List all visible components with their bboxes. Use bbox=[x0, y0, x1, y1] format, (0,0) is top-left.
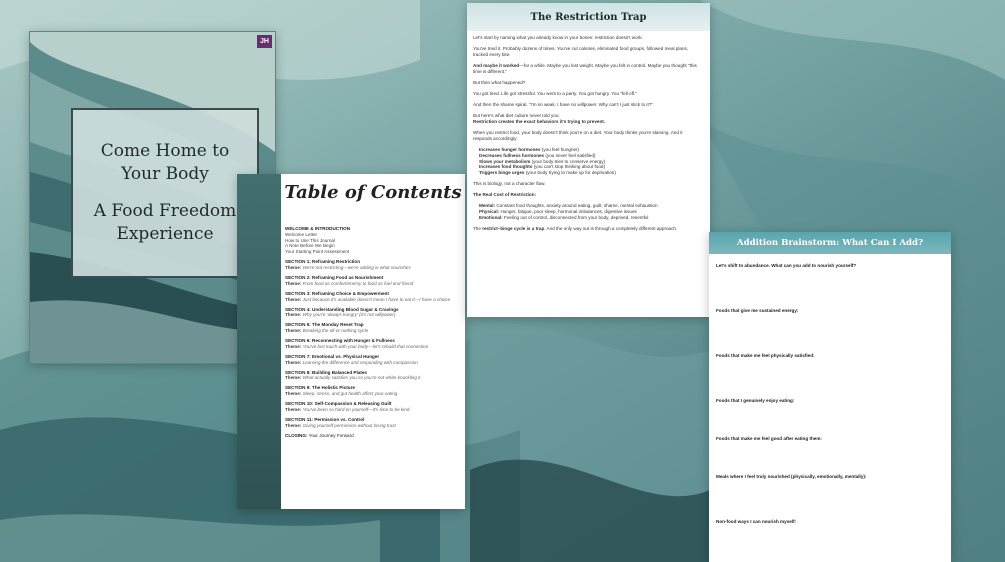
toc-section-theme: We're not restricting—we're adding in what nourishes bbox=[302, 264, 411, 270]
paragraph bbox=[473, 63, 702, 75]
paragraph: But then what happened? bbox=[473, 79, 526, 85]
toc-section-theme: Just because it's available doesn't mean I have to eat it—I have a choice bbox=[302, 296, 451, 302]
paragraph: When you restrict food, your body doesn't think you're on a diet. Your body thinks you're starving. And it responds accordingly: bbox=[473, 130, 683, 141]
toc-section-title: SECTION 10: Self-Compassion & Releasing Guilt bbox=[285, 401, 392, 407]
toc-intro-item: How to Use This Journal bbox=[285, 237, 335, 243]
addition-brainstorm-page bbox=[709, 232, 951, 562]
journal-prompt: Foods that make me feel good after eating them: bbox=[716, 436, 822, 441]
toc-section-theme: Giving yourself permission without losing trust bbox=[302, 422, 396, 428]
bold-text: restrict–binge cycle is a trap bbox=[482, 226, 545, 232]
list-item-text: Feeling out of control, disconnected from your body, deprived, resentful bbox=[502, 215, 649, 220]
toc-section-theme: You've lost touch with your body—let's rebuild that connection bbox=[302, 343, 429, 349]
toc-section-title: SECTION 1: Reframing Restriction bbox=[285, 259, 361, 265]
list-item-bold: Triggers binge urges bbox=[479, 170, 525, 176]
toc-section bbox=[285, 417, 465, 429]
subheading-text: The Real Cost of Restriction: bbox=[473, 192, 537, 198]
toc-intro bbox=[285, 226, 465, 255]
toc-section-theme: What actually satisfies you so you're not white-knuckling it bbox=[302, 375, 421, 381]
toc-section-title: SECTION 2: Reframing Food as Nourishment bbox=[285, 274, 384, 280]
list-item-text: (you feel hungrier) bbox=[540, 146, 580, 152]
toc-section-theme: Learning the difference and responding with compassion bbox=[302, 359, 418, 365]
journal-prompt: Non-food ways I can nourish myself: bbox=[716, 519, 797, 524]
paragraph: You've tried it. Probably dozens of times. You've cut calories, eliminated food groups, followed meal plans, tracked every bite. bbox=[473, 46, 689, 57]
author-badge: JH bbox=[257, 35, 272, 48]
toc-section bbox=[285, 259, 465, 271]
paragraph: Let's start by naming what you already know in your bones: restriction doesn't work. bbox=[473, 35, 643, 40]
page-body bbox=[467, 31, 710, 232]
theme-label: Theme: bbox=[285, 343, 302, 349]
toc-section-theme: Why you're 'always hungry' (it's not willpower) bbox=[302, 312, 396, 318]
paragraph bbox=[473, 113, 702, 125]
theme-label: Theme: bbox=[285, 264, 302, 270]
toc-intro-item: Welcome Letter bbox=[285, 231, 318, 237]
page-title: The Restriction Trap bbox=[467, 3, 710, 31]
list-item-bold: Slows your metabolism bbox=[479, 158, 531, 164]
paragraph-text: —for a while. Maybe you lost weight. Maybe you felt in control. Maybe you thought "this time is different." bbox=[473, 62, 697, 74]
toc-section bbox=[285, 401, 465, 413]
list-item bbox=[479, 215, 702, 221]
toc-list bbox=[285, 226, 465, 443]
theme-label: Theme: bbox=[285, 280, 302, 286]
toc-section-theme: Breaking the all-or-nothing cycle bbox=[302, 328, 369, 334]
closing-label: CLOSING: bbox=[285, 432, 308, 438]
toc-section bbox=[285, 291, 465, 303]
cover-subtitle: A Food Freedom Experience bbox=[93, 201, 237, 244]
list-item-bold: Emotional: bbox=[479, 215, 503, 220]
page-title: Addition Brainstorm: What Can I Add? bbox=[709, 232, 951, 254]
toc-section-theme: Sleep, stress, and gut health affect your eating bbox=[302, 391, 398, 397]
journal-prompt: Foods that give me sustained energy: bbox=[716, 308, 799, 313]
toc-intro-heading: WELCOME & INTRODUCTION bbox=[285, 226, 351, 231]
list-item-bold: Increases food thoughts bbox=[479, 164, 533, 170]
paragraph-text: . And the only way out is through a completely different approach. bbox=[544, 226, 678, 232]
toc-section-title: SECTION 7: Emotional vs. Physical Hunger bbox=[285, 353, 380, 359]
cover-title-box bbox=[71, 108, 259, 278]
toc-section bbox=[285, 307, 465, 319]
toc-section bbox=[285, 385, 465, 397]
closing-text: Your Journey Forward bbox=[308, 432, 354, 438]
toc-intro-item: Your Starting Point Assessment bbox=[285, 249, 350, 255]
theme-label: Theme: bbox=[285, 328, 302, 334]
effects-list bbox=[479, 147, 702, 176]
list-item-bold: Mental: bbox=[479, 203, 496, 209]
theme-label: Theme: bbox=[285, 407, 302, 412]
journal-prompt: Foods that make me feel physically satisfied: bbox=[716, 353, 815, 358]
toc-section bbox=[285, 370, 465, 382]
toc-section bbox=[285, 338, 465, 350]
costs-list bbox=[479, 203, 702, 220]
subheading bbox=[473, 192, 702, 198]
journal-prompt: Meals where I feel truly nourished (physically, emotionally, mentally): bbox=[716, 474, 867, 479]
toc-title: Table of Contents bbox=[284, 182, 462, 203]
theme-label: Theme: bbox=[285, 422, 302, 428]
list-item-text: Hunger, fatigue, poor sleep, hormonal imbalances, digestive issues bbox=[499, 209, 637, 215]
theme-label: Theme: bbox=[285, 312, 302, 318]
toc-section-title: SECTION 3: Reframing Choice & Empowerment bbox=[285, 290, 389, 296]
paragraph-text: But here's what diet culture never told you: bbox=[473, 113, 560, 119]
journal-prompt: Foods that I genuinely enjoy eating: bbox=[716, 398, 795, 403]
toc-section-title: SECTION 5: The Monday Reset Trap bbox=[285, 322, 364, 328]
theme-label: Theme: bbox=[285, 359, 302, 365]
paragraph: And then the shame spiral. "I'm so weak. I have no willpower. Why can't I just stick to it?" bbox=[473, 102, 653, 108]
paragraph: This is biology, not a character flaw. bbox=[473, 181, 546, 187]
list-item-text: (your body trying to make up for deprivation) bbox=[524, 170, 616, 176]
toc-section-title: SECTION 11: Permission vs. Control bbox=[285, 416, 365, 422]
toc-section-title: SECTION 8: Building Balanced Plates bbox=[285, 369, 367, 375]
restriction-trap-page bbox=[467, 3, 710, 317]
list-item-text: Constant food thoughts, anxiety around eating, guilt, shame, mental exhaustion bbox=[495, 203, 658, 209]
toc-section-title: SECTION 4: Understanding Blood Sugar & Cravings bbox=[285, 306, 399, 312]
list-item-text: (you never feel satisfied) bbox=[544, 152, 596, 158]
table-of-contents-page bbox=[237, 174, 465, 509]
toc-section-theme: From food as comfort/enemy to food as fuel and friend bbox=[302, 280, 414, 286]
toc-section-theme: You've been so hard on yourself—it's time to be kind bbox=[302, 407, 410, 412]
cover-title: Come Home to Your Body bbox=[100, 141, 230, 184]
list-item bbox=[479, 170, 702, 176]
paragraph: You got tired. Life got stressful. You went to a party. You got hungry. You "fell off." bbox=[473, 90, 637, 96]
toc-section-title: SECTION 6: Reconnecting with Hunger & Fullness bbox=[285, 338, 395, 344]
toc-closing bbox=[285, 433, 465, 439]
decorative-band bbox=[237, 174, 281, 509]
toc-section-title: SECTION 9: The Holistic Picture bbox=[285, 385, 355, 391]
intro-prompt: Let's shift to abundance. What can you add to nourish yourself? bbox=[716, 263, 857, 268]
toc-section bbox=[285, 354, 465, 366]
theme-label: Theme: bbox=[285, 296, 302, 302]
theme-label: Theme: bbox=[285, 391, 302, 397]
theme-label: Theme: bbox=[285, 375, 302, 381]
list-item-bold: Decreases fullness hormones bbox=[479, 152, 545, 158]
toc-sheet bbox=[281, 174, 465, 509]
toc-section bbox=[285, 322, 465, 334]
list-item-bold: Increases hunger hormones bbox=[479, 146, 541, 152]
list-item-text: (you can't stop thinking about food) bbox=[532, 164, 605, 170]
toc-section bbox=[285, 275, 465, 287]
bold-text: Restriction creates the exact behaviors it's trying to prevent. bbox=[473, 118, 606, 124]
paragraph bbox=[473, 226, 702, 232]
bold-text: And maybe it worked bbox=[473, 62, 520, 68]
list-item-bold: Physical: bbox=[479, 209, 500, 215]
toc-intro-item: A Note Before We Begin bbox=[285, 243, 335, 249]
list-item-text: (your body tries to conserve energy) bbox=[530, 158, 606, 164]
paragraph-text: The bbox=[473, 226, 483, 232]
